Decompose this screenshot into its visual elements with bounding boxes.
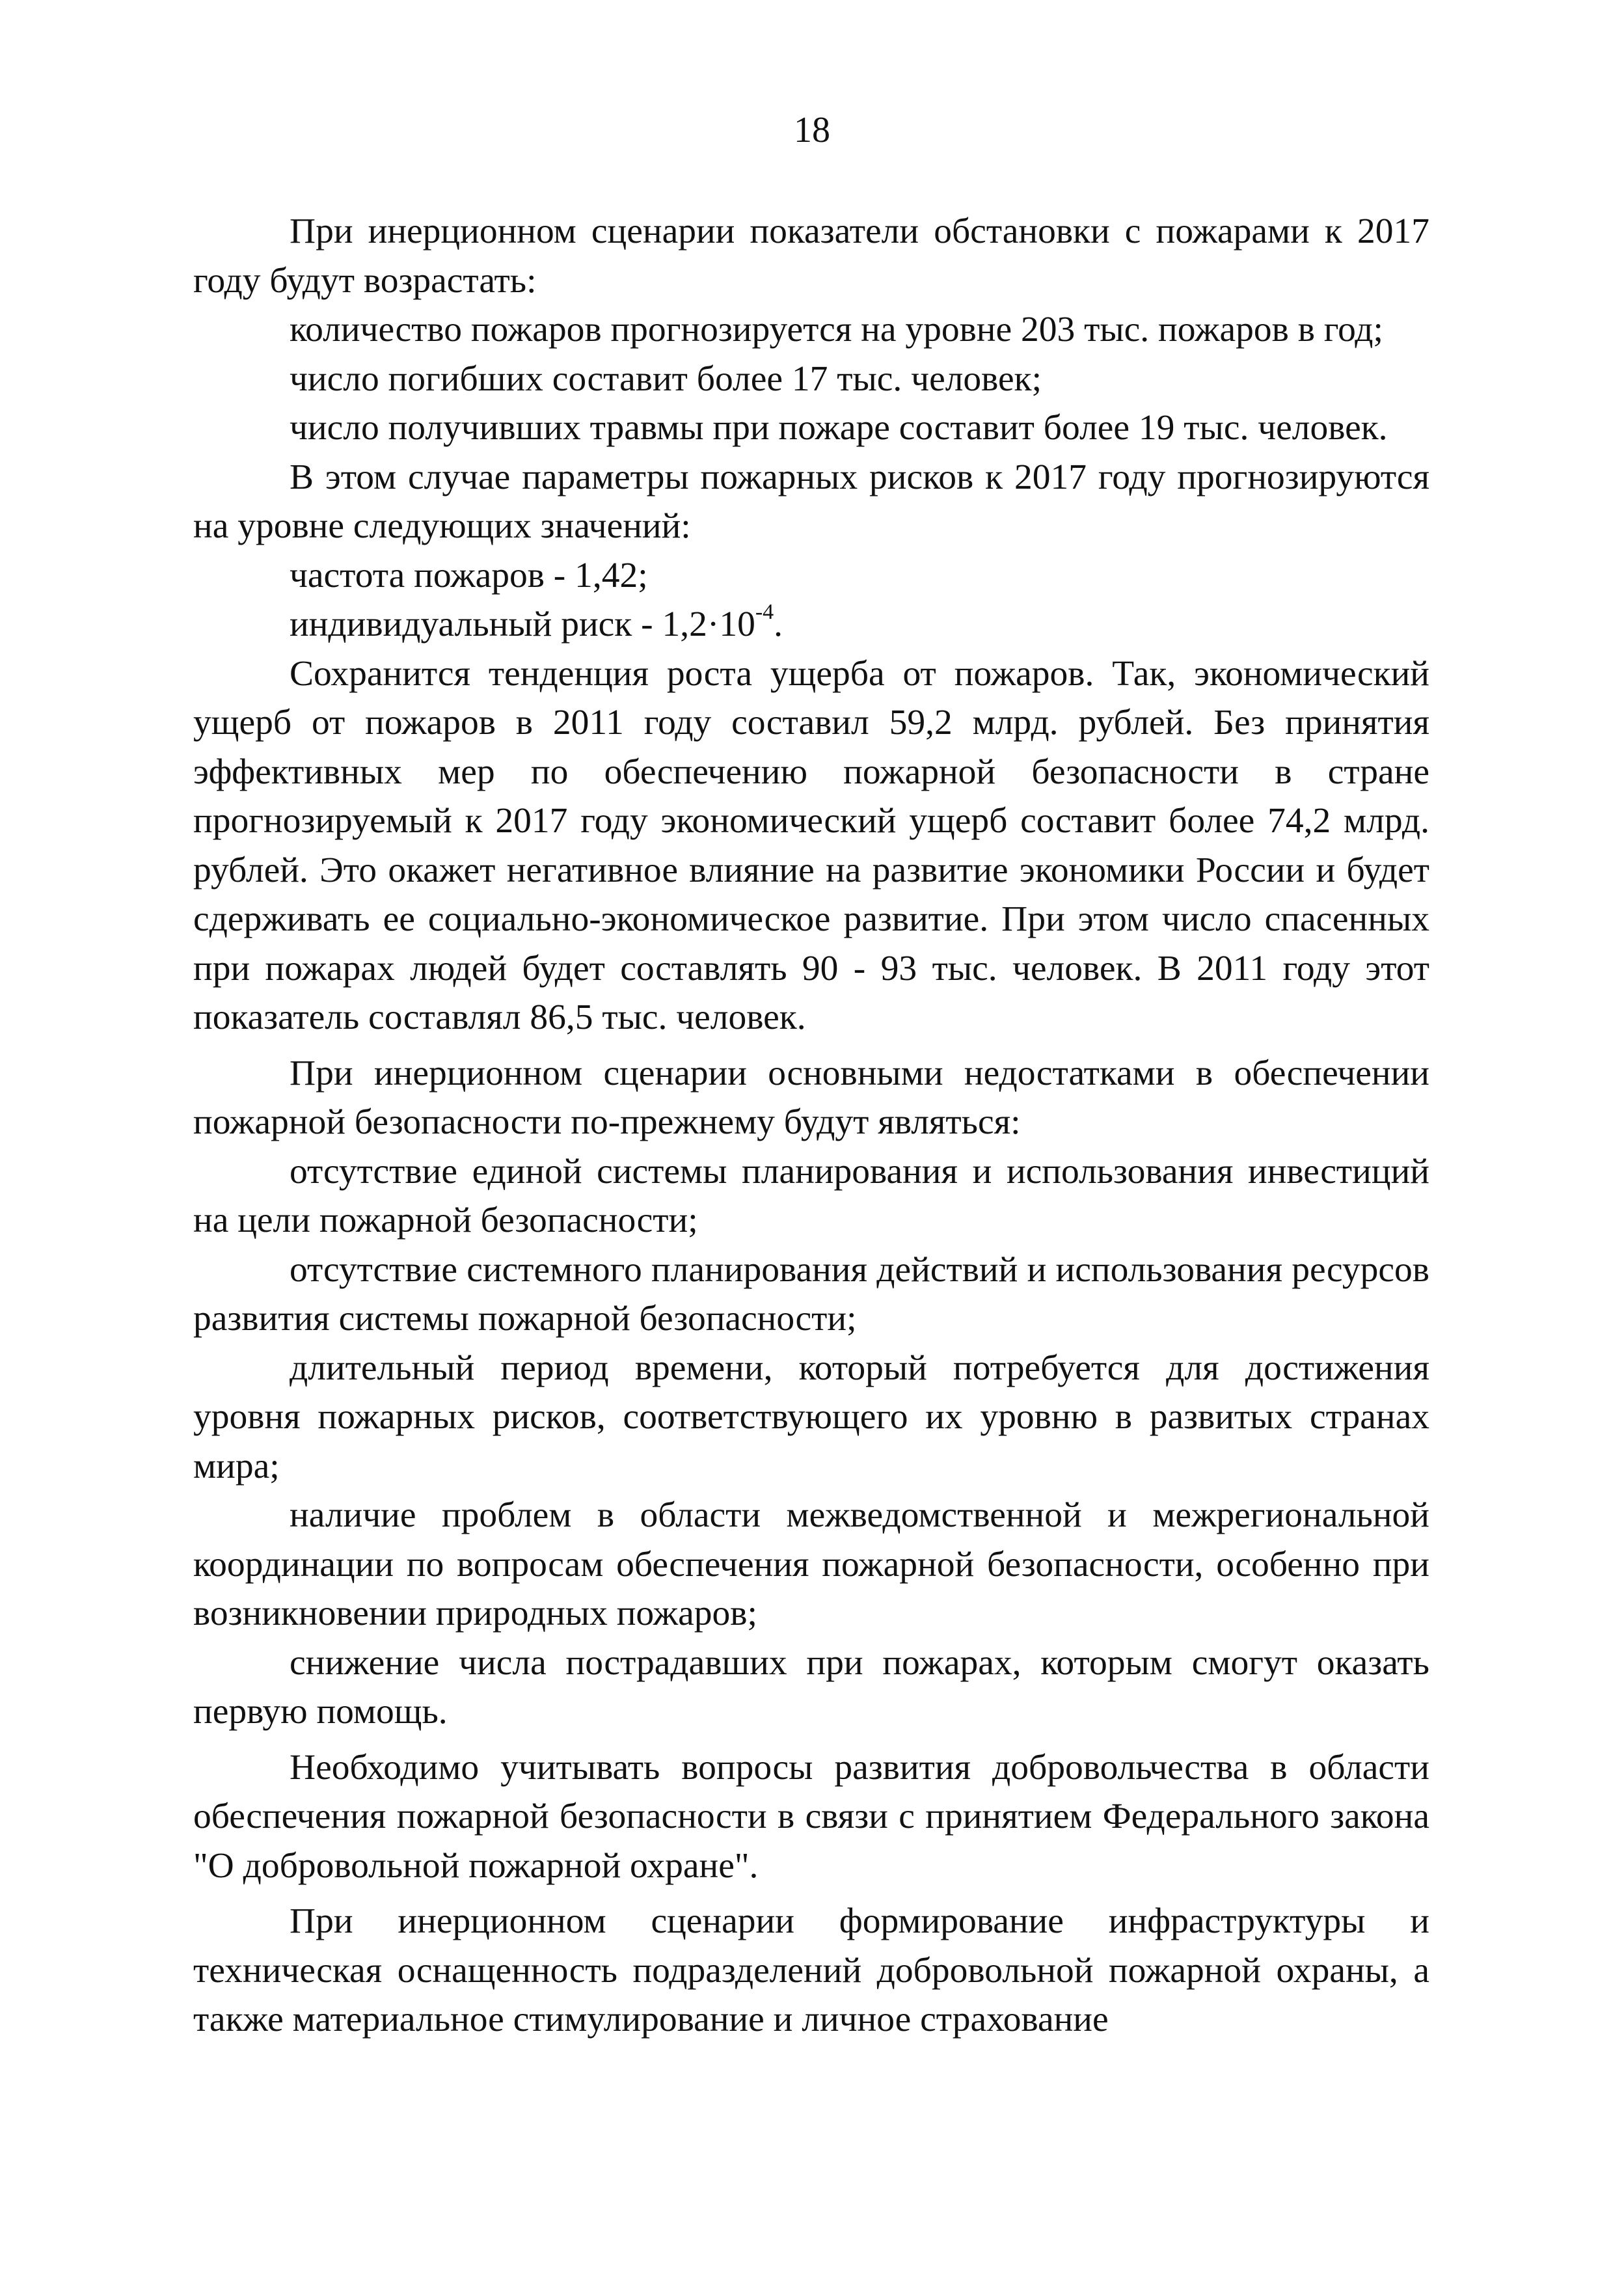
- individual-risk-text: индивидуальный риск - 1,2·10: [290, 604, 755, 644]
- paragraph-inertial-scenario-intro: При инерционном сценарии показатели обстановки с пожарами к 2017 году будут возрастать:: [193, 211, 1429, 301]
- paragraph-shortcomings-intro: При инерционном сценарии основными недостатками в обеспечении пожарной безопасности по-прежнему будут являться:: [193, 1053, 1429, 1142]
- document-body: [193, 207, 1429, 2044]
- paragraph-first-aid: снижение числа пострадавших при пожарах, которым смогут оказать первую помощь.: [193, 1642, 1429, 1732]
- paragraph-volunteering: Необходимо учитывать вопросы развития добровольчества в области обеспечения пожарной безопасности в связи с принятием Федерального закона "О добровольной пожарной охране".: [193, 1747, 1429, 1886]
- paragraph-individual-risk: [193, 600, 1429, 649]
- page-number: 18: [794, 110, 830, 150]
- paragraph-long-period: длительный период времени, который потребуется для достижения уровня пожарных рисков, соответствующего их уровню в развитых странах мира;: [193, 1348, 1429, 1486]
- paragraph-injuries: число получивших травмы при пожаре составит более 19 тыс. человек.: [290, 408, 1388, 448]
- paragraph-fires-count: количество пожаров прогнозируется на уровне 203 тыс. пожаров в год;: [290, 310, 1383, 349]
- individual-risk-exponent: -4: [755, 600, 774, 624]
- paragraph-fire-frequency: частота пожаров - 1,42;: [290, 555, 648, 595]
- paragraph-deaths: число погибших составит более 17 тыс. человек;: [290, 359, 1042, 399]
- paragraph-volunteer-infrastructure: При инерционном сценарии формирование инфраструктуры и техническая оснащенность подразделений добровольной пожарной охраны, а также материальное стимулирование и личное страхование: [193, 1901, 1429, 2039]
- paragraph-coordination-problems: наличие проблем в области межведомственной и межрегиональной координации по вопросам обеспечения пожарной безопасности, особенно при возникновении природных пожаров;: [193, 1495, 1429, 1633]
- paragraph-risk-parameters: В этом случае параметры пожарных рисков к 2017 году прогнозируются на уровне следующих значений:: [193, 457, 1429, 546]
- individual-risk-tail: .: [774, 604, 783, 644]
- paragraph-damage-trend: Сохранится тенденция роста ущерба от пожаров. Так, экономический ущерб от пожаров в 2011 году составил 59,2 млрд. рублей. Без принятия эффективных мер по обеспечению пожарной безопасности в стране прогнозируемый к 2017 году экономический ущерб составит более 74,2 млрд. рублей. Это окажет негативное влияние на развитие экономики России и будет сдерживать ее социально-экономическое развитие. При этом число спасенных при пожарах людей будет составлять 90 - 93 тыс. человек. В 2011 году этот показатель составлял 86,5 тыс. человек.: [193, 653, 1429, 1037]
- paragraph-no-system-planning: отсутствие системного планирования действий и использования ресурсов развития системы пожарной безопасности;: [193, 1249, 1429, 1338]
- paragraph-no-unified-planning: отсутствие единой системы планирования и использования инвестиций на цели пожарной безопасности;: [193, 1151, 1429, 1240]
